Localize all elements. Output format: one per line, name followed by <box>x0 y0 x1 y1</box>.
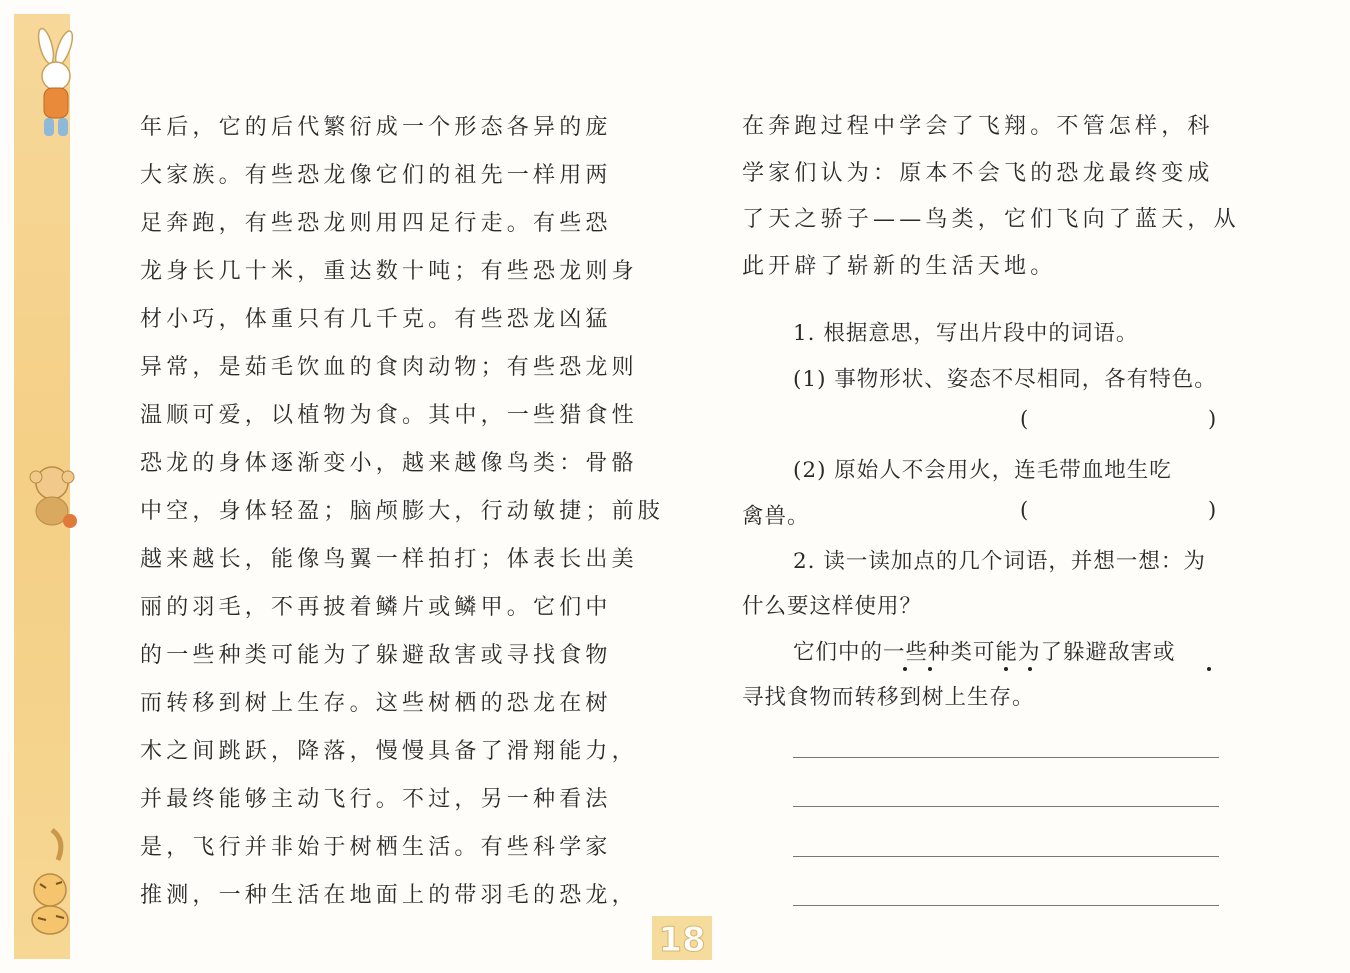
emphasis-dot <box>1207 667 1211 671</box>
right-passage-column <box>742 104 1240 290</box>
question-1-2: (2) 原始人不会用火，连毛带血地生吃 <box>793 458 1172 483</box>
answer-paren-open: ( <box>1020 498 1029 522</box>
answer-line[interactable] <box>793 856 1219 857</box>
question-1-title: 1. 根据意思，写出片段中的词语。 <box>793 321 1139 346</box>
passage-line: 推测，一种生活在地面上的带羽毛的恐龙， <box>140 883 638 908</box>
passage-line: 越来越长，能像鸟翼一样拍打；体表长出美 <box>140 547 638 572</box>
question-1-1: (1) 事物形状、姿态不尽相同，各有特色。 <box>793 367 1217 392</box>
passage-line: 在奔跑过程中学会了飞翔。不管怎样，科 <box>742 114 1214 139</box>
passage-line: 年后，它的后代繁衍成一个形态各异的庞 <box>140 115 612 140</box>
passage-line: 丽的羽毛，不再披着鳞片或鳞甲。它们中 <box>140 595 612 620</box>
passage-line: 了天之骄子——鸟类，它们飞向了蓝天，从 <box>742 207 1240 232</box>
passage-line: 中空，身体轻盈；脑颅膨大，行动敏捷；前肢 <box>140 499 665 524</box>
emphasis-dot <box>903 667 907 671</box>
answer-paren-open: ( <box>1020 407 1029 431</box>
rabbit-mascot-icon <box>18 26 90 146</box>
emphasis-dot <box>1028 667 1032 671</box>
quoted-sentence-cont: 寻找食物而转移到树上生存。 <box>742 685 1035 710</box>
passage-line: 温顺可爱，以植物为食。其中，一些猎食性 <box>140 403 638 428</box>
passage-line: 并最终能够主动飞行。不过，另一种看法 <box>140 787 612 812</box>
question-2: 2. 读一读加点的几个词语，并想一想：为 <box>793 549 1206 574</box>
left-passage-column <box>140 104 665 920</box>
passage-line: 学家们认为：原本不会飞的恐龙最终变成 <box>742 160 1214 186</box>
emphasis-dot <box>928 667 932 671</box>
answer-paren-close: ) <box>1208 498 1217 522</box>
emphasis-dot <box>1004 667 1008 671</box>
passage-line: 异常，是茹毛饮血的食肉动物；有些恐龙则 <box>140 355 638 380</box>
passage-line: 木之间跳跃，降落，慢慢具备了滑翔能力， <box>140 739 638 764</box>
passage-line: 足奔跑，有些恐龙则用四足行走。有些恐 <box>140 211 612 236</box>
passage-line: 材小巧，体重只有几千克。有些恐龙凶猛 <box>140 307 612 332</box>
answer-paren-close: ) <box>1208 407 1217 431</box>
question-1-2-cont: 禽兽。 <box>742 504 810 529</box>
monkey-mascot-icon <box>16 455 88 535</box>
answer-line[interactable] <box>793 806 1219 807</box>
passage-line: 的一些种类可能为了躲避敌害或寻找食物 <box>140 643 612 668</box>
passage-line: 而转移到树上生存。这些树栖的恐龙在树 <box>140 691 612 716</box>
page-number: 18 <box>652 916 712 960</box>
passage-line: 恐龙的身体逐渐变小，越来越像鸟类：骨骼 <box>140 451 638 476</box>
passage-line: 龙身长几十米，重达数十吨；有些恐龙则身 <box>140 259 638 284</box>
quoted-sentence: 它们中的一些种类可能为了躲避敌害或 <box>793 640 1176 665</box>
passage-line: 此开辟了崭新的生活天地。 <box>742 253 1057 279</box>
question-2-cont: 什么要这样使用？ <box>742 594 923 619</box>
passage-line: 是，飞行并非始于树栖生活。有些科学家 <box>140 835 612 860</box>
answer-line[interactable] <box>793 905 1219 906</box>
passage-line: 大家族。有些恐龙像它们的祖先一样用两 <box>140 163 612 188</box>
tiger-mascot-icon <box>16 820 88 940</box>
answer-line[interactable] <box>793 757 1219 758</box>
